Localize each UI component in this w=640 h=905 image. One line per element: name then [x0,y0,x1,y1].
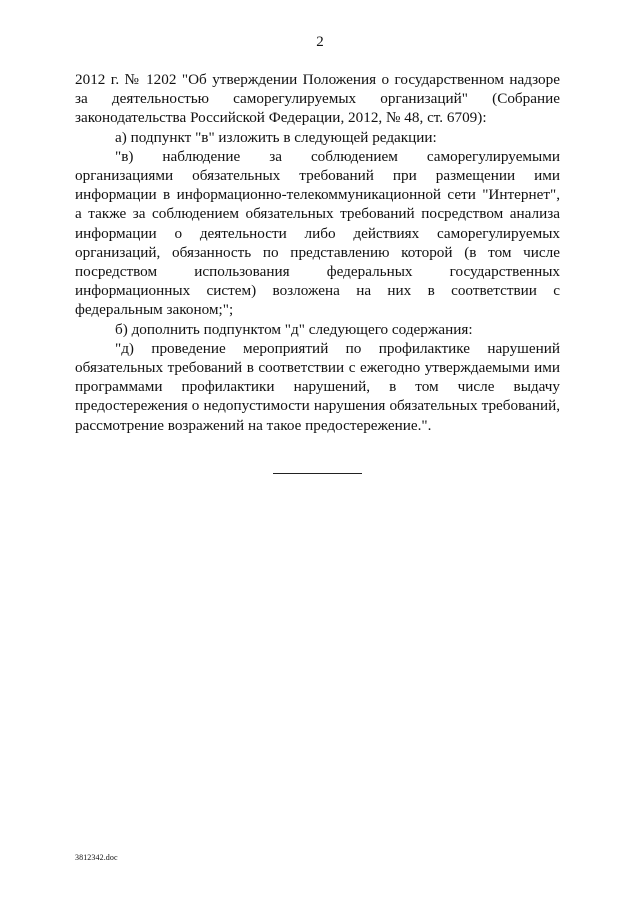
page-number: 2 [316,34,324,50]
paragraph-item-a: а) подпункт "в" изложить в следующей редакции: [115,128,437,146]
document-file-code: 3812342.doc [75,853,118,862]
paragraph-decree-reference: 2012 г. № 1202 "Об утверждении Положения о государственном надзоре за деятельностью саморегулируемых организаций" (Собрание законодательства Российской Федерации, 2012, № 48, ст. 6709): [75,71,560,127]
paragraph-item-b: б) дополнить подпунктом "д" следующего содержания: [115,320,473,338]
document-body [75,70,560,435]
end-divider [273,473,362,474]
paragraph-item-v-text: "в) наблюдение за соблюдением саморегулируемыми организациями обязательных требований при размещении ими информации в информационно-телекоммуникационной сети "Интернет", а также за соблюдением обязательных требований посредством анализа информации о деятельности либо действиях саморегулируемых организаций, обязанность по представлению которой (в том числе посредством использования федеральных государственных информационных систем) возложена на них в соответствии с федеральным законом;"; [75,147,560,319]
paragraph-item-d-text: "д) проведение мероприятий по профилактике нарушений обязательных требований в соответствии с ежегодно утверждаемыми ими программами профилактики нарушений, в том числе выдачу предостережения о недопустимости нарушения обязательных требований, рассмотрение возражений на такое предостережение.". [75,339,560,434]
